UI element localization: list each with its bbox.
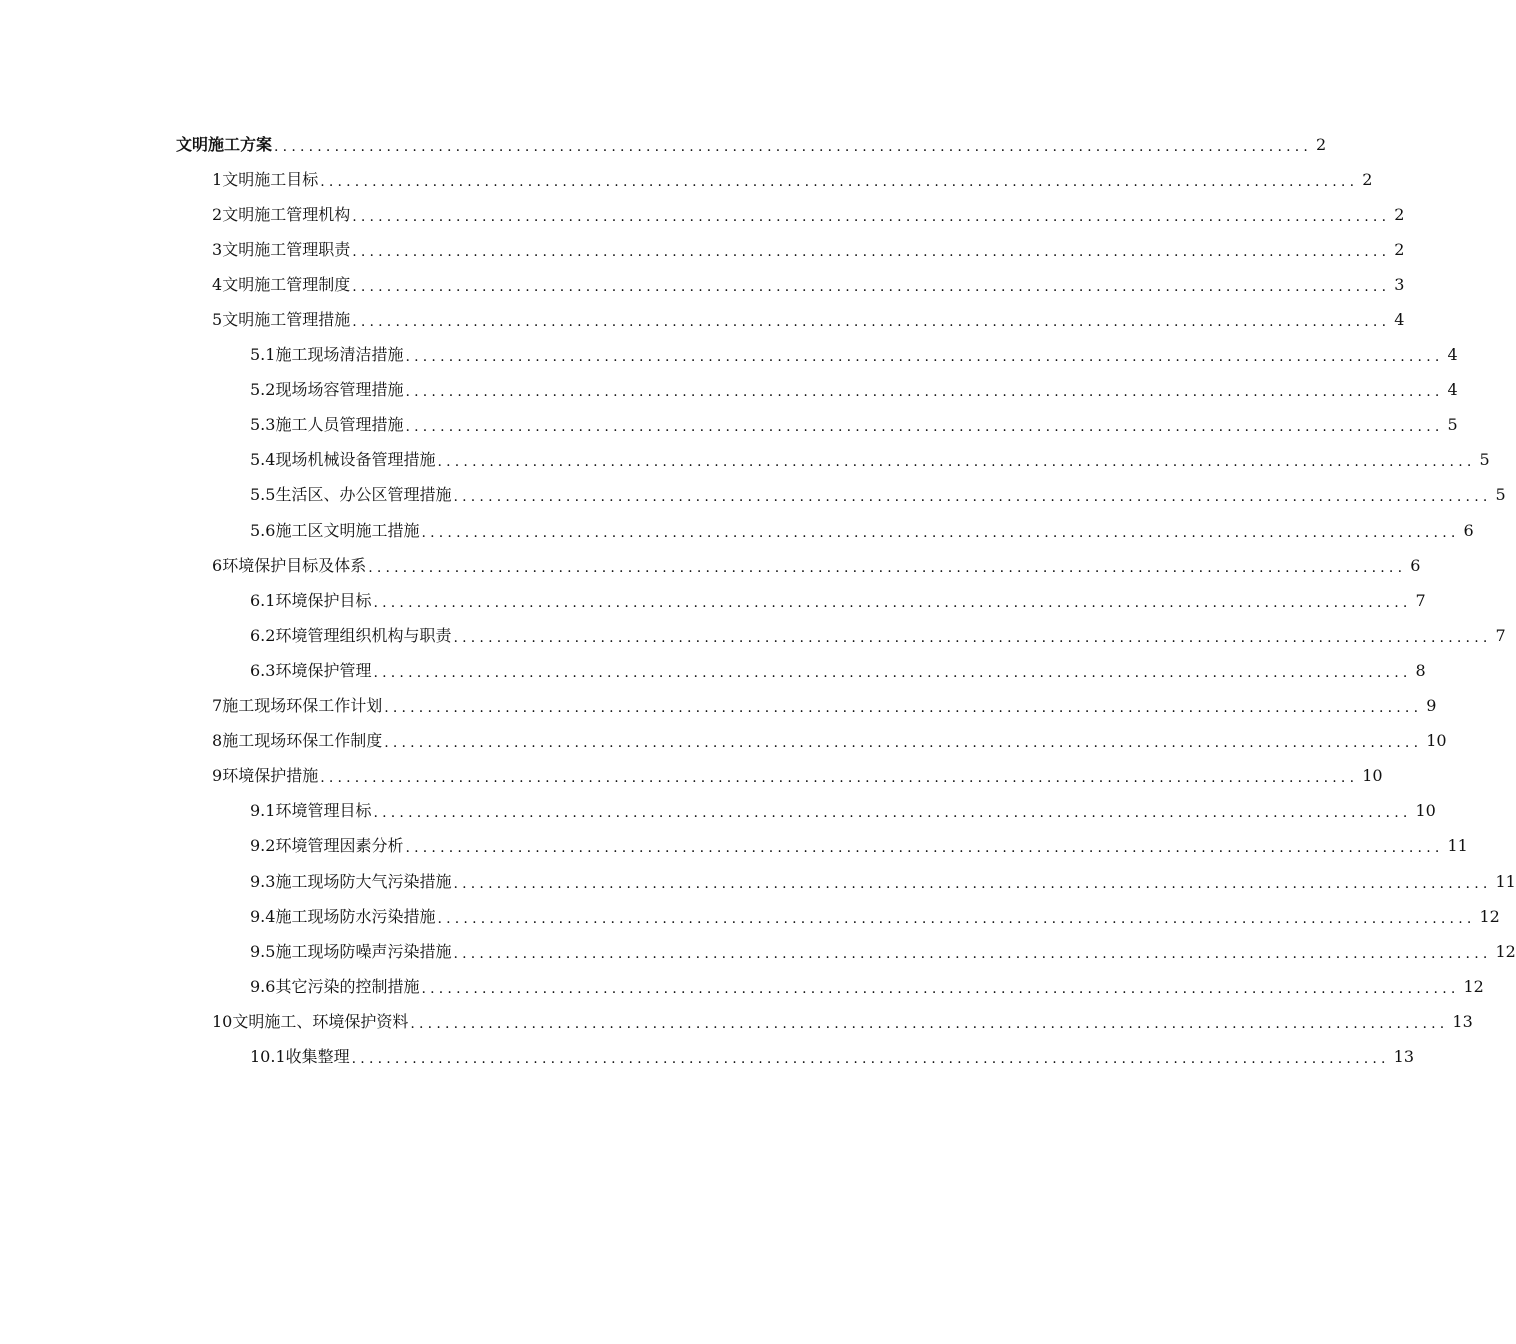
toc-entry-page-number: 5 — [1479, 450, 1490, 470]
toc-dot-leader: ........................................................................................................................ — [351, 1050, 1390, 1067]
toc-dot-leader: ........................................................................................................................ — [453, 945, 1492, 962]
toc-entry-page-number: 10 — [1362, 766, 1383, 786]
toc-entry-title: 施工现场清洁措施 — [275, 345, 404, 365]
toc-entry-title: 文明施工管理机构 — [222, 204, 351, 224]
toc-entry-page-number: 6 — [1410, 555, 1421, 575]
toc-entry-number: 5 — [212, 310, 223, 330]
toc-entry-number: 9.3 — [250, 871, 276, 891]
toc-dot-leader: ........................................................................................................................ — [421, 980, 1460, 997]
toc-entry[interactable] — [0, 197, 1405, 232]
toc-entry[interactable] — [0, 864, 1516, 899]
toc-dot-leader: ........................................................................................................................ — [437, 454, 1476, 471]
toc-entry-title: 其它污染的控制措施 — [275, 976, 420, 996]
toc-dot-leader: ........................................................................................................................ — [352, 278, 1391, 295]
toc-entry-number: 7 — [212, 696, 223, 716]
toc-entry-title: 施工现场环保工作计划 — [222, 696, 383, 716]
toc-entry-page-number: 13 — [1452, 1011, 1473, 1031]
toc-entry-title: 环境管理目标 — [275, 801, 372, 821]
toc-entry-number: 6 — [212, 555, 223, 575]
toc-entry-page-number: 10 — [1415, 801, 1436, 821]
toc-entry[interactable] — [0, 1004, 1473, 1039]
toc-dot-leader: ........................................................................................................................ — [405, 419, 1444, 436]
toc-entry-title: 环境保护措施 — [222, 766, 319, 786]
toc-entry-page-number: 11 — [1495, 871, 1516, 891]
toc-entry-number: 5.2 — [250, 380, 276, 400]
toc-entry-number: 10 — [212, 1011, 233, 1031]
toc-dot-leader: ........................................................................................................................ — [453, 875, 1492, 892]
toc-entry[interactable] — [0, 583, 1426, 618]
toc-entry-page-number: 7 — [1415, 590, 1426, 610]
toc-dot-leader: ........................................................................................................................ — [368, 559, 1407, 576]
toc-entry-number: 1 — [212, 169, 223, 189]
toc-entry-title: 施工现场防水污染措施 — [275, 906, 436, 926]
toc-entry-page-number: 12 — [1463, 976, 1484, 996]
toc-dot-leader: ........................................................................................................................ — [437, 910, 1476, 927]
toc-entry-page-number: 2 — [1394, 239, 1405, 259]
toc-entry[interactable] — [0, 513, 1474, 548]
toc-entry-number: 5.4 — [250, 450, 276, 470]
toc-entry-number: 6.2 — [250, 625, 276, 645]
toc-dot-leader: ........................................................................................................................ — [373, 594, 1412, 611]
toc-dot-leader: ........................................................................................................................ — [373, 664, 1412, 681]
toc-entry-number: 9.1 — [250, 801, 276, 821]
toc-dot-leader: ........................................................................................................................ — [421, 524, 1460, 541]
toc-entry-title: 施工区文明施工措施 — [275, 520, 420, 540]
toc-entry-number: 5.5 — [250, 485, 276, 505]
toc-entry[interactable] — [0, 443, 1490, 478]
toc-entry-page-number: 4 — [1447, 345, 1458, 365]
toc-entry-page-number: 5 — [1495, 485, 1506, 505]
toc-entry-title: 环境保护目标及体系 — [222, 555, 367, 575]
toc-entry[interactable] — [0, 338, 1458, 373]
toc-entry-title: 环境保护目标 — [275, 590, 372, 610]
toc-entry[interactable] — [0, 1039, 1415, 1074]
toc-dot-leader: ........................................................................................................................ — [405, 840, 1444, 857]
toc-entry-title: 文明施工管理职责 — [222, 239, 351, 259]
toc-dot-leader: ........................................................................................................................ — [384, 700, 1423, 717]
toc-dot-leader: ........................................................................................................................ — [410, 1015, 1449, 1032]
toc-entry-number: 5.1 — [250, 345, 276, 365]
toc-entry-page-number: 13 — [1393, 1046, 1415, 1066]
toc-entry[interactable] — [0, 267, 1405, 302]
toc-dot-leader: ........................................................................................................................ — [405, 349, 1444, 366]
toc-entry-number: 6.1 — [250, 590, 276, 610]
toc-entry-title: 环境保护管理 — [275, 660, 372, 680]
toc-entry-title: 施工现场环保工作制度 — [222, 731, 383, 751]
toc-entry-page-number: 12 — [1479, 906, 1500, 926]
toc-entry-number: 4 — [212, 274, 223, 294]
toc-entry[interactable] — [0, 373, 1458, 408]
toc-dot-leader: ........................................................................................................................ — [405, 384, 1444, 401]
toc-dot-leader: ........................................................................................................................ — [320, 770, 1359, 787]
toc-entry-page-number: 4 — [1447, 380, 1458, 400]
toc-entry[interactable] — [0, 127, 1327, 162]
toc-entry[interactable] — [0, 232, 1405, 267]
toc-entry-number: 8 — [212, 731, 223, 751]
toc-dot-leader: ........................................................................................................................ — [320, 173, 1359, 190]
toc-entry-number: 9.6 — [250, 976, 276, 996]
toc-entry[interactable] — [0, 618, 1506, 653]
toc-entry-title: 文明施工、环境保护资料 — [232, 1011, 409, 1031]
toc-entry[interactable] — [0, 724, 1447, 759]
toc-dot-leader: ........................................................................................................................ — [453, 489, 1492, 506]
toc-dot-leader: ........................................................................................................................ — [352, 314, 1391, 331]
toc-entry-title: 文明施工管理措施 — [222, 310, 351, 330]
toc-entry-title: 现场机械设备管理措施 — [275, 450, 436, 470]
toc-entry[interactable] — [0, 969, 1484, 1004]
toc-entry-title: 施工现场防噪声污染措施 — [275, 941, 452, 961]
toc-entry[interactable] — [0, 162, 1373, 197]
toc-entry-page-number: 2 — [1362, 169, 1373, 189]
toc-dot-leader: ........................................................................................................................ — [453, 629, 1492, 646]
toc-entry-number: 2 — [212, 204, 223, 224]
toc-entry-page-number: 12 — [1495, 941, 1516, 961]
toc-entry-number: 9.4 — [250, 906, 276, 926]
toc-entry-title: 文明施工管理制度 — [222, 274, 351, 294]
toc-entry-number: 9.5 — [250, 941, 276, 961]
toc-entry-number: 9 — [212, 766, 223, 786]
toc-entry-number: 5.3 — [250, 415, 276, 435]
toc-entry-page-number: 3 — [1394, 274, 1405, 294]
toc-entry[interactable] — [0, 794, 1436, 829]
toc-entry-page-number: 2 — [1316, 134, 1327, 154]
toc-dot-leader: ........................................................................................................................ — [352, 243, 1391, 260]
toc-entry-title: 现场场容管理措施 — [275, 380, 404, 400]
toc-entry-page-number: 10 — [1426, 731, 1447, 751]
toc-entry-page-number: 4 — [1394, 310, 1405, 330]
toc-dot-leader: ........................................................................................................................ — [352, 208, 1391, 225]
toc-entry-page-number: 9 — [1426, 696, 1437, 716]
toc-entry[interactable] — [0, 408, 1458, 443]
toc-entry-title: 施工人员管理措施 — [275, 415, 404, 435]
toc-entry[interactable] — [0, 689, 1437, 724]
toc-entry-number: 5.6 — [250, 520, 276, 540]
toc-dot-leader: ........................................................................................................................ — [274, 138, 1313, 155]
toc-entry-title: 收集整理 — [285, 1046, 350, 1066]
toc-entry-title: 施工现场防大气污染措施 — [275, 871, 452, 891]
toc-entry[interactable] — [0, 653, 1426, 688]
toc-entry[interactable] — [0, 759, 1383, 794]
table-of-contents — [0, 127, 1516, 1075]
toc-entry-page-number: 11 — [1447, 836, 1468, 856]
toc-entry[interactable] — [0, 478, 1506, 513]
toc-entry-title: 环境管理因素分析 — [275, 836, 404, 856]
toc-entry-number: 9.2 — [250, 836, 276, 856]
toc-entry-title: 文明施工方案 — [176, 134, 273, 154]
toc-entry[interactable] — [0, 934, 1516, 969]
toc-entry-page-number: 8 — [1415, 660, 1426, 680]
toc-entry-title: 环境管理组织机构与职责 — [275, 625, 452, 645]
toc-entry[interactable] — [0, 548, 1421, 583]
toc-entry-number: 3 — [212, 239, 223, 259]
toc-entry-page-number: 5 — [1447, 415, 1458, 435]
toc-entry-page-number: 6 — [1463, 520, 1474, 540]
toc-entry-number: 10.1 — [250, 1046, 286, 1066]
toc-entry-page-number: 7 — [1495, 625, 1506, 645]
toc-entry-number: 6.3 — [250, 660, 276, 680]
toc-entry[interactable] — [0, 302, 1405, 337]
toc-dot-leader: ........................................................................................................................ — [373, 805, 1412, 822]
toc-entry-title: 生活区、办公区管理措施 — [275, 485, 452, 505]
toc-entry[interactable] — [0, 829, 1468, 864]
toc-dot-leader: ........................................................................................................................ — [384, 735, 1423, 752]
toc-entry-page-number: 2 — [1394, 204, 1405, 224]
toc-entry-title: 文明施工目标 — [222, 169, 319, 189]
toc-entry[interactable] — [0, 899, 1500, 934]
